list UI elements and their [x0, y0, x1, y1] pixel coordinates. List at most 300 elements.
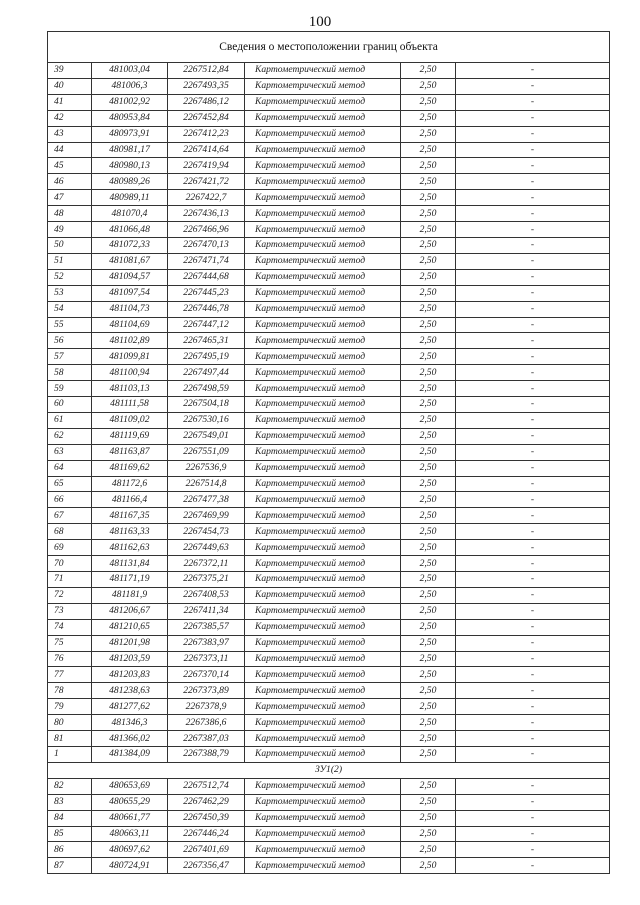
- description-cell: -: [456, 269, 610, 285]
- x-coordinate-cell: 480653,69: [92, 778, 168, 794]
- table-row: [48, 858, 610, 874]
- accuracy-cell: 2,50: [401, 301, 456, 317]
- y-coordinate-cell: 2267452,84: [168, 110, 245, 126]
- method-cell: Картометрический метод: [245, 826, 401, 842]
- method-cell: Картометрический метод: [245, 381, 401, 397]
- table-row: [48, 190, 610, 206]
- description-cell: -: [456, 492, 610, 508]
- table-row: [48, 365, 610, 381]
- table-row: [48, 492, 610, 508]
- description-cell: -: [456, 158, 610, 174]
- table-row: [48, 142, 610, 158]
- y-coordinate-cell: 2267401,69: [168, 842, 245, 858]
- table-row: [48, 333, 610, 349]
- x-coordinate-cell: 481163,87: [92, 444, 168, 460]
- x-coordinate-cell: 481203,83: [92, 667, 168, 683]
- method-cell: Картометрический метод: [245, 667, 401, 683]
- y-coordinate-cell: 2267493,35: [168, 78, 245, 94]
- description-cell: -: [456, 63, 610, 79]
- y-coordinate-cell: 2267408,53: [168, 587, 245, 603]
- table-row: [48, 460, 610, 476]
- y-coordinate-cell: 2267421,72: [168, 174, 245, 190]
- accuracy-cell: 2,50: [401, 492, 456, 508]
- y-coordinate-cell: 2267465,31: [168, 333, 245, 349]
- description-cell: -: [456, 206, 610, 222]
- method-cell: Картометрический метод: [245, 412, 401, 428]
- table-row: [48, 349, 610, 365]
- description-cell: -: [456, 572, 610, 588]
- y-coordinate-cell: 2267383,97: [168, 635, 245, 651]
- x-coordinate-cell: 480655,29: [92, 794, 168, 810]
- method-cell: Картометрический метод: [245, 285, 401, 301]
- accuracy-cell: 2,50: [401, 699, 456, 715]
- point-number-cell: 66: [48, 492, 92, 508]
- accuracy-cell: 2,50: [401, 397, 456, 413]
- table-title-row: [48, 32, 610, 63]
- x-coordinate-cell: 481238,63: [92, 683, 168, 699]
- accuracy-cell: 2,50: [401, 365, 456, 381]
- description-cell: -: [456, 301, 610, 317]
- table-row: [48, 842, 610, 858]
- table-row: [48, 587, 610, 603]
- accuracy-cell: 2,50: [401, 206, 456, 222]
- x-coordinate-cell: 481006,3: [92, 78, 168, 94]
- y-coordinate-cell: 2267356,47: [168, 858, 245, 874]
- method-cell: Картометрический метод: [245, 253, 401, 269]
- y-coordinate-cell: 2267477,38: [168, 492, 245, 508]
- description-cell: -: [456, 508, 610, 524]
- table-row: [48, 635, 610, 651]
- description-cell: -: [456, 428, 610, 444]
- description-cell: -: [456, 126, 610, 142]
- accuracy-cell: 2,50: [401, 349, 456, 365]
- method-cell: Картометрический метод: [245, 142, 401, 158]
- table-row: [48, 476, 610, 492]
- y-coordinate-cell: 2267512,74: [168, 778, 245, 794]
- method-cell: Картометрический метод: [245, 174, 401, 190]
- description-cell: -: [456, 826, 610, 842]
- x-coordinate-cell: 480980,13: [92, 158, 168, 174]
- description-cell: -: [456, 285, 610, 301]
- table-row: [48, 269, 610, 285]
- y-coordinate-cell: 2267385,57: [168, 619, 245, 635]
- method-cell: Картометрический метод: [245, 460, 401, 476]
- method-cell: Картометрический метод: [245, 365, 401, 381]
- description-cell: -: [456, 142, 610, 158]
- table-row: [48, 683, 610, 699]
- description-cell: -: [456, 460, 610, 476]
- method-cell: Картометрический метод: [245, 810, 401, 826]
- accuracy-cell: 2,50: [401, 460, 456, 476]
- point-number-cell: 42: [48, 110, 92, 126]
- description-cell: -: [456, 746, 610, 762]
- accuracy-cell: 2,50: [401, 222, 456, 238]
- description-cell: -: [456, 333, 610, 349]
- point-number-cell: 76: [48, 651, 92, 667]
- y-coordinate-cell: 2267514,8: [168, 476, 245, 492]
- point-number-cell: 49: [48, 222, 92, 238]
- method-cell: Картометрический метод: [245, 63, 401, 79]
- table-row: [48, 78, 610, 94]
- method-cell: Картометрический метод: [245, 731, 401, 747]
- table-row: [48, 556, 610, 572]
- y-coordinate-cell: 2267387,03: [168, 731, 245, 747]
- method-cell: Картометрический метод: [245, 746, 401, 762]
- accuracy-cell: 2,50: [401, 94, 456, 110]
- x-coordinate-cell: 480724,91: [92, 858, 168, 874]
- x-coordinate-cell: 480953,84: [92, 110, 168, 126]
- description-cell: -: [456, 619, 610, 635]
- accuracy-cell: 2,50: [401, 667, 456, 683]
- x-coordinate-cell: 480973,91: [92, 126, 168, 142]
- table-row: [48, 826, 610, 842]
- y-coordinate-cell: 2267411,34: [168, 603, 245, 619]
- description-cell: -: [456, 556, 610, 572]
- method-cell: Картометрический метод: [245, 190, 401, 206]
- point-number-cell: 54: [48, 301, 92, 317]
- point-number-cell: 86: [48, 842, 92, 858]
- point-number-cell: 85: [48, 826, 92, 842]
- description-cell: -: [456, 842, 610, 858]
- accuracy-cell: 2,50: [401, 269, 456, 285]
- accuracy-cell: 2,50: [401, 237, 456, 253]
- x-coordinate-cell: 481201,98: [92, 635, 168, 651]
- x-coordinate-cell: 481002,92: [92, 94, 168, 110]
- accuracy-cell: 2,50: [401, 651, 456, 667]
- x-coordinate-cell: 481181,9: [92, 587, 168, 603]
- y-coordinate-cell: 2267386,6: [168, 715, 245, 731]
- table-row: [48, 428, 610, 444]
- point-number-cell: 1: [48, 746, 92, 762]
- table-row: [48, 63, 610, 79]
- point-number-cell: 43: [48, 126, 92, 142]
- table-row: [48, 253, 610, 269]
- y-coordinate-cell: 2267536,9: [168, 460, 245, 476]
- y-coordinate-cell: 2267486,12: [168, 94, 245, 110]
- method-cell: Картометрический метод: [245, 333, 401, 349]
- description-cell: -: [456, 858, 610, 874]
- accuracy-cell: 2,50: [401, 253, 456, 269]
- section-label: ЗУ1(2): [48, 762, 610, 778]
- y-coordinate-cell: 2267444,68: [168, 269, 245, 285]
- description-cell: -: [456, 683, 610, 699]
- description-cell: -: [456, 317, 610, 333]
- accuracy-cell: 2,50: [401, 174, 456, 190]
- point-number-cell: 48: [48, 206, 92, 222]
- x-coordinate-cell: 481163,33: [92, 524, 168, 540]
- y-coordinate-cell: 2267372,11: [168, 556, 245, 572]
- method-cell: Картометрический метод: [245, 237, 401, 253]
- accuracy-cell: 2,50: [401, 858, 456, 874]
- point-number-cell: 40: [48, 78, 92, 94]
- x-coordinate-cell: 481366,02: [92, 731, 168, 747]
- method-cell: Картометрический метод: [245, 94, 401, 110]
- table-row: [48, 381, 610, 397]
- x-coordinate-cell: 480697,62: [92, 842, 168, 858]
- table-row: [48, 174, 610, 190]
- table-row: [48, 603, 610, 619]
- method-cell: Картометрический метод: [245, 524, 401, 540]
- point-number-cell: 51: [48, 253, 92, 269]
- table-row: [48, 667, 610, 683]
- method-cell: Картометрический метод: [245, 301, 401, 317]
- accuracy-cell: 2,50: [401, 412, 456, 428]
- description-cell: -: [456, 524, 610, 540]
- x-coordinate-cell: 481103,13: [92, 381, 168, 397]
- description-cell: -: [456, 94, 610, 110]
- accuracy-cell: 2,50: [401, 333, 456, 349]
- accuracy-cell: 2,50: [401, 794, 456, 810]
- accuracy-cell: 2,50: [401, 476, 456, 492]
- method-cell: Картометрический метод: [245, 206, 401, 222]
- table-row: [48, 699, 610, 715]
- y-coordinate-cell: 2267436,13: [168, 206, 245, 222]
- description-cell: -: [456, 381, 610, 397]
- accuracy-cell: 2,50: [401, 810, 456, 826]
- accuracy-cell: 2,50: [401, 317, 456, 333]
- table-title: Сведения о местоположении границ объекта: [48, 32, 610, 63]
- accuracy-cell: 2,50: [401, 842, 456, 858]
- description-cell: -: [456, 667, 610, 683]
- table-row: [48, 444, 610, 460]
- table-row: [48, 731, 610, 747]
- method-cell: Картометрический метод: [245, 110, 401, 126]
- method-cell: Картометрический метод: [245, 540, 401, 556]
- description-cell: -: [456, 444, 610, 460]
- description-cell: -: [456, 651, 610, 667]
- y-coordinate-cell: 2267447,12: [168, 317, 245, 333]
- description-cell: -: [456, 540, 610, 556]
- y-coordinate-cell: 2267446,78: [168, 301, 245, 317]
- description-cell: -: [456, 587, 610, 603]
- point-number-cell: 44: [48, 142, 92, 158]
- method-cell: Картометрический метод: [245, 778, 401, 794]
- point-number-cell: 46: [48, 174, 92, 190]
- description-cell: -: [456, 365, 610, 381]
- y-coordinate-cell: 2267551,09: [168, 444, 245, 460]
- point-number-cell: 55: [48, 317, 92, 333]
- point-number-cell: 53: [48, 285, 92, 301]
- point-number-cell: 78: [48, 683, 92, 699]
- x-coordinate-cell: 481131,84: [92, 556, 168, 572]
- description-cell: -: [456, 603, 610, 619]
- accuracy-cell: 2,50: [401, 508, 456, 524]
- accuracy-cell: 2,50: [401, 190, 456, 206]
- table-row: [48, 94, 610, 110]
- accuracy-cell: 2,50: [401, 524, 456, 540]
- table-row: [48, 746, 610, 762]
- table-row: [48, 206, 610, 222]
- accuracy-cell: 2,50: [401, 826, 456, 842]
- point-number-cell: 77: [48, 667, 92, 683]
- table-row: [48, 397, 610, 413]
- x-coordinate-cell: 480663,11: [92, 826, 168, 842]
- accuracy-cell: 2,50: [401, 778, 456, 794]
- table-row: [48, 810, 610, 826]
- x-coordinate-cell: 480981,17: [92, 142, 168, 158]
- method-cell: Картометрический метод: [245, 683, 401, 699]
- point-number-cell: 62: [48, 428, 92, 444]
- point-number-cell: 84: [48, 810, 92, 826]
- table-row: [48, 651, 610, 667]
- accuracy-cell: 2,50: [401, 110, 456, 126]
- y-coordinate-cell: 2267373,11: [168, 651, 245, 667]
- table-row: [48, 301, 610, 317]
- section-row: [48, 762, 610, 778]
- point-number-cell: 69: [48, 540, 92, 556]
- table-row: [48, 778, 610, 794]
- y-coordinate-cell: 2267471,74: [168, 253, 245, 269]
- y-coordinate-cell: 2267497,44: [168, 365, 245, 381]
- y-coordinate-cell: 2267375,21: [168, 572, 245, 588]
- y-coordinate-cell: 2267445,23: [168, 285, 245, 301]
- accuracy-cell: 2,50: [401, 381, 456, 397]
- x-coordinate-cell: 480989,11: [92, 190, 168, 206]
- method-cell: Картометрический метод: [245, 603, 401, 619]
- point-number-cell: 83: [48, 794, 92, 810]
- table-row: [48, 126, 610, 142]
- method-cell: Картометрический метод: [245, 858, 401, 874]
- accuracy-cell: 2,50: [401, 285, 456, 301]
- method-cell: Картометрический метод: [245, 476, 401, 492]
- method-cell: Картометрический метод: [245, 222, 401, 238]
- y-coordinate-cell: 2267422,7: [168, 190, 245, 206]
- x-coordinate-cell: 481384,09: [92, 746, 168, 762]
- table-row: [48, 110, 610, 126]
- y-coordinate-cell: 2267462,29: [168, 794, 245, 810]
- x-coordinate-cell: 481109,02: [92, 412, 168, 428]
- point-number-cell: 71: [48, 572, 92, 588]
- x-coordinate-cell: 481172,6: [92, 476, 168, 492]
- accuracy-cell: 2,50: [401, 619, 456, 635]
- y-coordinate-cell: 2267450,39: [168, 810, 245, 826]
- point-number-cell: 60: [48, 397, 92, 413]
- table-row: [48, 222, 610, 238]
- point-number-cell: 75: [48, 635, 92, 651]
- point-number-cell: 81: [48, 731, 92, 747]
- boundary-coordinates-table: [47, 31, 610, 874]
- table-row: [48, 412, 610, 428]
- method-cell: Картометрический метод: [245, 635, 401, 651]
- method-cell: Картометрический метод: [245, 794, 401, 810]
- description-cell: -: [456, 237, 610, 253]
- point-number-cell: 70: [48, 556, 92, 572]
- x-coordinate-cell: 481119,69: [92, 428, 168, 444]
- x-coordinate-cell: 480989,26: [92, 174, 168, 190]
- x-coordinate-cell: 481102,89: [92, 333, 168, 349]
- x-coordinate-cell: 481210,65: [92, 619, 168, 635]
- method-cell: Картометрический метод: [245, 508, 401, 524]
- accuracy-cell: 2,50: [401, 428, 456, 444]
- description-cell: -: [456, 222, 610, 238]
- method-cell: Картометрический метод: [245, 126, 401, 142]
- method-cell: Картометрический метод: [245, 699, 401, 715]
- accuracy-cell: 2,50: [401, 78, 456, 94]
- point-number-cell: 47: [48, 190, 92, 206]
- point-number-cell: 57: [48, 349, 92, 365]
- accuracy-cell: 2,50: [401, 444, 456, 460]
- point-number-cell: 41: [48, 94, 92, 110]
- x-coordinate-cell: 481169,62: [92, 460, 168, 476]
- description-cell: -: [456, 715, 610, 731]
- x-coordinate-cell: 481346,3: [92, 715, 168, 731]
- accuracy-cell: 2,50: [401, 587, 456, 603]
- method-cell: Картометрический метод: [245, 444, 401, 460]
- table-row: [48, 285, 610, 301]
- y-coordinate-cell: 2267470,13: [168, 237, 245, 253]
- accuracy-cell: 2,50: [401, 603, 456, 619]
- accuracy-cell: 2,50: [401, 731, 456, 747]
- description-cell: -: [456, 174, 610, 190]
- method-cell: Картометрический метод: [245, 556, 401, 572]
- point-number-cell: 61: [48, 412, 92, 428]
- x-coordinate-cell: 481094,57: [92, 269, 168, 285]
- y-coordinate-cell: 2267449,63: [168, 540, 245, 556]
- point-number-cell: 64: [48, 460, 92, 476]
- x-coordinate-cell: 481167,35: [92, 508, 168, 524]
- method-cell: Картометрический метод: [245, 587, 401, 603]
- x-coordinate-cell: 481111,58: [92, 397, 168, 413]
- point-number-cell: 39: [48, 63, 92, 79]
- table-row: [48, 508, 610, 524]
- accuracy-cell: 2,50: [401, 540, 456, 556]
- y-coordinate-cell: 2267549,01: [168, 428, 245, 444]
- point-number-cell: 45: [48, 158, 92, 174]
- point-number-cell: 50: [48, 237, 92, 253]
- accuracy-cell: 2,50: [401, 572, 456, 588]
- table-row: [48, 158, 610, 174]
- y-coordinate-cell: 2267495,19: [168, 349, 245, 365]
- description-cell: -: [456, 110, 610, 126]
- method-cell: Картометрический метод: [245, 619, 401, 635]
- point-number-cell: 65: [48, 476, 92, 492]
- point-number-cell: 74: [48, 619, 92, 635]
- point-number-cell: 56: [48, 333, 92, 349]
- x-coordinate-cell: 481206,67: [92, 603, 168, 619]
- method-cell: Картометрический метод: [245, 317, 401, 333]
- accuracy-cell: 2,50: [401, 158, 456, 174]
- y-coordinate-cell: 2267446,24: [168, 826, 245, 842]
- y-coordinate-cell: 2267454,73: [168, 524, 245, 540]
- method-cell: Картометрический метод: [245, 842, 401, 858]
- method-cell: Картометрический метод: [245, 492, 401, 508]
- point-number-cell: 87: [48, 858, 92, 874]
- accuracy-cell: 2,50: [401, 126, 456, 142]
- description-cell: -: [456, 778, 610, 794]
- table-row: [48, 317, 610, 333]
- description-cell: -: [456, 794, 610, 810]
- y-coordinate-cell: 2267412,23: [168, 126, 245, 142]
- method-cell: Картометрический метод: [245, 428, 401, 444]
- accuracy-cell: 2,50: [401, 715, 456, 731]
- y-coordinate-cell: 2267504,18: [168, 397, 245, 413]
- x-coordinate-cell: 481203,59: [92, 651, 168, 667]
- point-number-cell: 68: [48, 524, 92, 540]
- y-coordinate-cell: 2267498,59: [168, 381, 245, 397]
- method-cell: Картометрический метод: [245, 397, 401, 413]
- y-coordinate-cell: 2267530,16: [168, 412, 245, 428]
- y-coordinate-cell: 2267378,9: [168, 699, 245, 715]
- point-number-cell: 67: [48, 508, 92, 524]
- x-coordinate-cell: 481100,94: [92, 365, 168, 381]
- point-number-cell: 72: [48, 587, 92, 603]
- y-coordinate-cell: 2267370,14: [168, 667, 245, 683]
- accuracy-cell: 2,50: [401, 556, 456, 572]
- accuracy-cell: 2,50: [401, 683, 456, 699]
- point-number-cell: 82: [48, 778, 92, 794]
- x-coordinate-cell: 481277,62: [92, 699, 168, 715]
- description-cell: -: [456, 810, 610, 826]
